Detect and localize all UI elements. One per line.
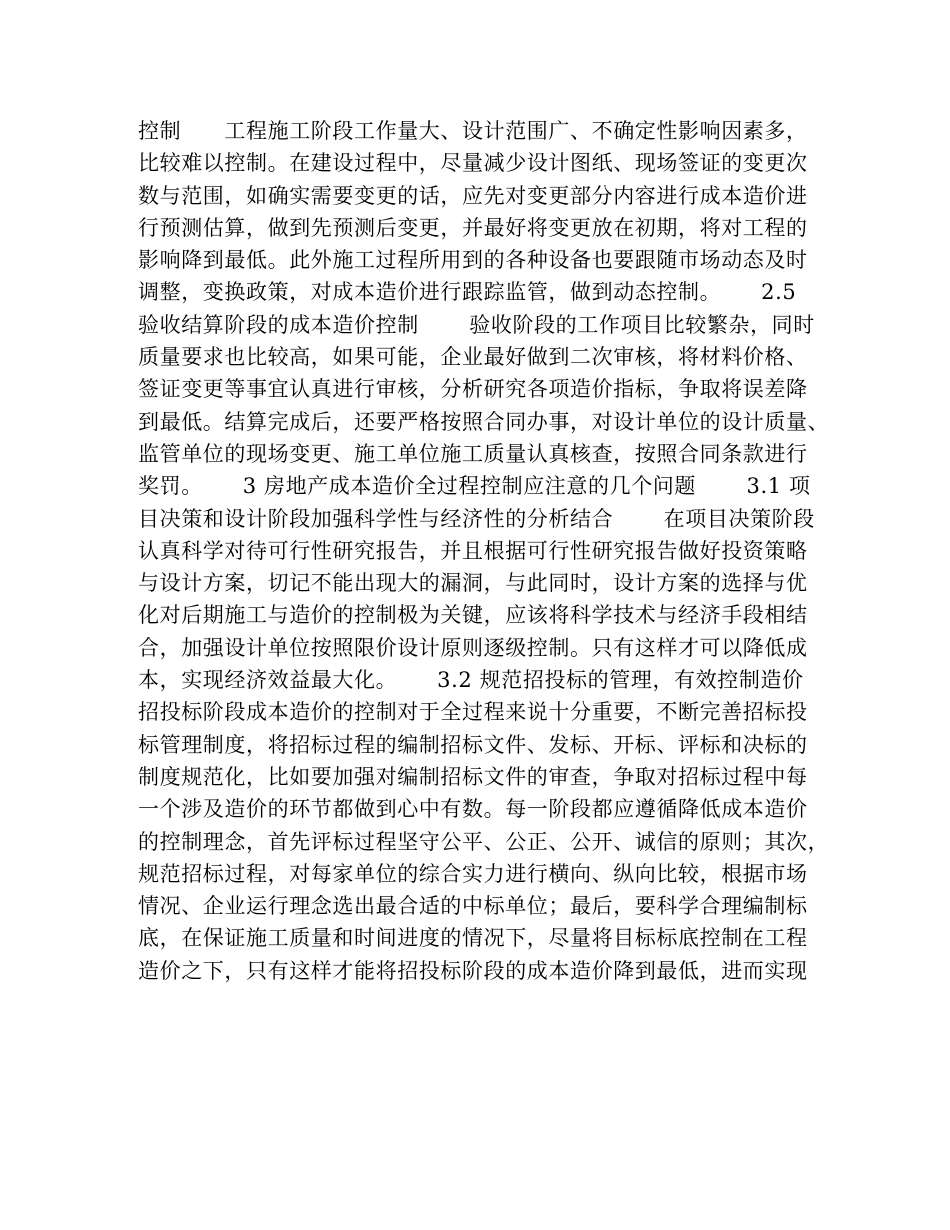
text-line: 数与范围，如确实需要变更的话，应先对变更部分内容进行成本造价进 — [138, 183, 808, 208]
text-line: 质量要求也比较高，如果可能，企业最好做到二次审核，将材料价格、 — [138, 345, 808, 370]
text-line: 奖罚。 3 房地产成本造价全过程控制应注意的几个问题 3.1 项 — [138, 474, 811, 499]
text-line: 制度规范化，比如要加强对编制招标文件的审查，争取对招标过程中每 — [138, 764, 808, 789]
text-line: 规范招标过程，对每家单位的综合实力进行横向、纵向比较，根据市场 — [138, 861, 808, 886]
text-line: 控制 工程施工阶段工作量大、设计范围广、不确定性影响因素多， — [138, 119, 808, 143]
text-line: 本，实现经济效益最大化。 3.2 规范招投标的管理，有效控制造价 — [138, 668, 804, 693]
text-line: 监管单位的现场变更、施工单位施工质量认真核查，按照合同条款进行 — [138, 441, 808, 466]
text-line: 到最低。结算完成后，还要严格按照合同办事，对设计单位的设计质量、 — [138, 409, 830, 434]
text-line: 化对后期施工与造价的控制极为关键，应该将科学技术与经济手段相结 — [138, 603, 808, 628]
body-text — [138, 115, 828, 987]
text-line: 认真科学对待可行性研究报告，并且根据可行性研究报告做好投资策略 — [138, 538, 808, 563]
text-line: 一个涉及造价的环节都做到心中有数。每一阶段都应遵循降低成本造价 — [138, 797, 808, 822]
text-line: 验收结算阶段的成本造价控制 验收阶段的工作项目比较繁杂，同时 — [138, 312, 815, 337]
text-line: 的控制理念，首先评标过程坚守公平、公正、公开、诚信的原则；其次， — [138, 829, 830, 854]
text-line: 标管理制度，将招标过程的编制招标文件、发标、开标、评标和决标的 — [138, 732, 808, 757]
text-line: 影响降到最低。此外施工过程所用到的各种设备也要跟随市场动态及时 — [138, 248, 808, 273]
text-line: 造价之下，只有这样才能将招投标阶段的成本造价降到最低，进而实现 — [138, 958, 808, 983]
text-line: 底，在保证施工质量和时间进度的情况下，尽量将目标标底控制在工程 — [138, 926, 808, 951]
text-line: 目决策和设计阶段加强科学性与经济性的分析结合 在项目决策阶段 — [138, 506, 815, 531]
text-line: 与设计方案，切记不能出现大的漏洞，与此同时，设计方案的选择与优 — [138, 571, 808, 596]
text-line: 情况、企业运行理念选出最合适的中标单位；最后，要科学合理编制标 — [138, 894, 808, 919]
text-line: 签证变更等事宜认真进行审核，分析研究各项造价指标，争取将误差降 — [138, 377, 808, 402]
text-line: 合，加强设计单位按照限价设计原则逐级控制。只有这样才可以降低成 — [138, 635, 808, 660]
text-line: 招投标阶段成本造价的控制对于全过程来说十分重要，不断完善招标投 — [138, 700, 808, 725]
text-line: 比较难以控制。在建设过程中，尽量减少设计图纸、现场签证的变更次 — [138, 151, 808, 176]
text-line: 调整，变换政策，对成本造价进行跟踪监管，做到动态控制。 2.5 — [138, 280, 797, 305]
text-line: 行预测估算，做到先预测后变更，并最好将变更放在初期，将对工程的 — [138, 215, 808, 240]
